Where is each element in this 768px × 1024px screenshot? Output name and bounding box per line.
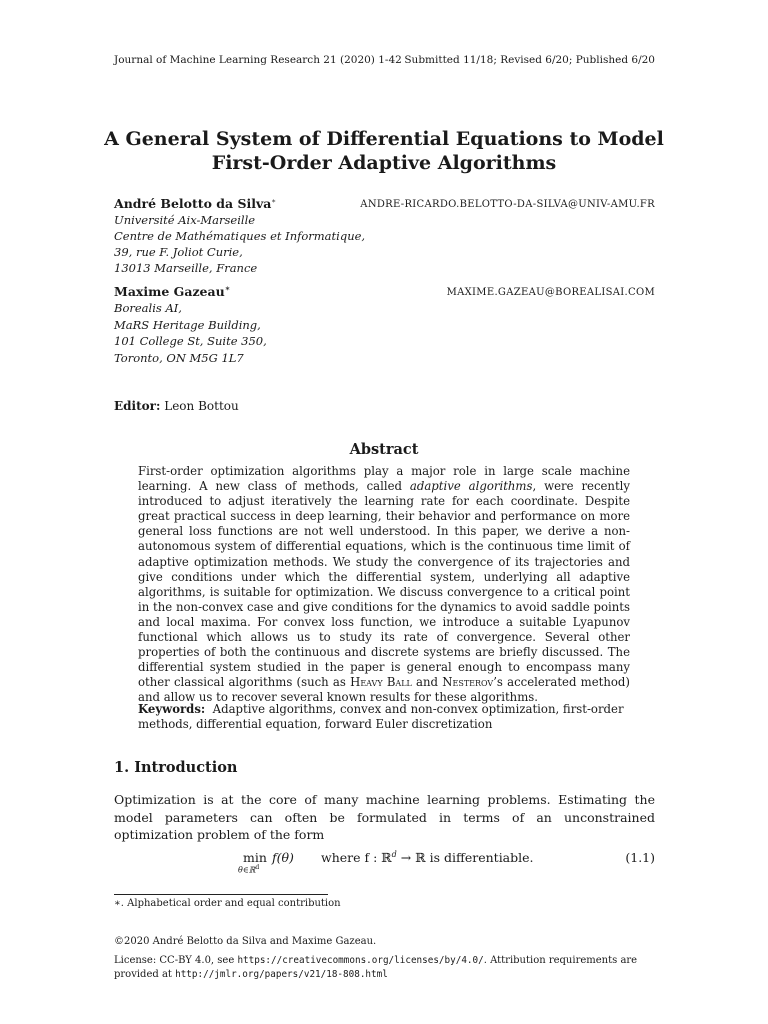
abstract-text: First-order optimization algorithms play a major role in large scale machine learning. A new class of methods, called <box>138 464 630 494</box>
keywords <box>138 702 630 732</box>
author-name-text: André Belotto da Silva <box>114 196 272 211</box>
editor-line <box>114 399 239 413</box>
editor-label: Editor: <box>114 399 161 413</box>
author-affiliation <box>114 212 365 276</box>
affiliation-line: Borealis AI, <box>114 301 182 316</box>
footnote-rule <box>114 894 328 895</box>
affiliation-line: 39, rue F. Joliot Curie, <box>114 245 243 259</box>
title-line-1: A General System of Differential Equations to Model <box>104 128 664 150</box>
license-text: . Attribution requirements are provided at <box>114 955 638 980</box>
license-text: License: CC-BY 4.0, see <box>114 955 238 966</box>
author-mark: ∗ <box>224 283 231 293</box>
affiliation-line: Centre de Mathématiques et Informatique, <box>114 229 366 243</box>
equation-function: f(θ) <box>272 850 294 865</box>
equation-condition <box>321 850 534 865</box>
equation-where-rest: → ℝ is differentiable. <box>396 850 534 866</box>
author-name <box>114 196 365 211</box>
license-notice <box>114 954 659 982</box>
intro-paragraph: Optimization is at the core of many machine learning problems. Estimating the model parameters can often be formulated in terms of an unconstrained optimization problem of the form <box>114 792 655 842</box>
section-heading <box>114 759 237 776</box>
abstract-small-caps: Heavy Ball <box>350 675 412 690</box>
affiliation-line: Université Aix-Marseille <box>114 213 256 227</box>
equation-subscript-sup: d <box>255 864 260 871</box>
affiliation-line: 101 College St, Suite 350, <box>114 334 267 349</box>
equation-where: where f : ℝ <box>321 850 392 866</box>
author-affiliation <box>114 300 267 366</box>
abstract-small-caps: Nesterov <box>442 675 494 690</box>
section-title: Introduction <box>134 759 238 776</box>
paper-link[interactable]: http://jmlr.org/papers/v21/18-808.html <box>175 969 388 980</box>
section-number: 1. <box>114 759 130 776</box>
editor-name: Leon Bottou <box>164 399 239 413</box>
submission-dates: Submitted 11/18; Revised 6/20; Published 6/20 <box>404 54 655 66</box>
equation-min: min <box>243 850 267 865</box>
equation-subscript <box>238 864 259 875</box>
author-name <box>114 283 267 299</box>
author-email-link[interactable]: ANDRE-RICARDO.BELOTTO-DA-SILVA@UNIV-AMU.FR <box>360 199 655 210</box>
abstract-paragraph <box>138 464 630 706</box>
author-block-2 <box>114 283 267 366</box>
abstract-emphasis: adaptive algorithms <box>409 479 533 494</box>
paper-title <box>0 127 768 175</box>
equation-where-sup: d <box>391 850 397 859</box>
author-mark: ∗ <box>271 196 277 205</box>
keywords-label: Keywords: <box>138 702 206 716</box>
equation-number: (1.1) <box>625 850 655 865</box>
abstract-text: , were recently introduced to adjust iteratively the learning rate for each coordinate. Despite great practical success in deep learning, their behavior and performance on more general loss functions are not well understood. In this paper, we derive a non-autonomous system of differential equations, which is the continuous time limit of adaptive optimization methods. We study the convergence of its trajectories and give conditions under which the differential system, underlying all adaptive algorithms, is suitable for optimization. We discuss convergence to a critical point in the non-convex case and give conditions for the dynamics to avoid saddle points and local maxima. For convex loss function, we introduce a suitable Lyapunov functional which allows us to study its rate of convergence. Several other properties of both the continuous and discrete systems are briefly discussed. The differential system studied in the paper is general enough to encompass many other classical algorithms (such as <box>138 479 631 690</box>
abstract-text: and <box>411 675 443 690</box>
affiliation-line: Toronto, ON M5G 1L7 <box>114 350 244 365</box>
title-line-2: First-Order Adaptive Algorithms <box>211 152 557 174</box>
footnote: ∗. Alphabetical order and equal contribution <box>114 898 341 909</box>
abstract-text: ’s accelerated method) and allow us to recover several known results for these algorithms. <box>138 675 630 705</box>
abstract-body <box>138 464 630 706</box>
license-link[interactable]: https://creativecommons.org/licenses/by/4.0/ <box>237 955 484 966</box>
abstract-heading: Abstract <box>349 441 419 458</box>
copyright: ©2020 André Belotto da Silva and Maxime Gazeau. <box>114 936 377 947</box>
author-block-1 <box>114 196 365 276</box>
journal-header: Journal of Machine Learning Research 21 (2020) 1-42 <box>114 54 402 66</box>
author-email-link[interactable]: MAXIME.GAZEAU@BOREALISAI.COM <box>446 287 655 298</box>
equation-subscript-text: θ∈ℝ <box>238 865 256 875</box>
affiliation-line: 13013 Marseille, France <box>114 261 258 275</box>
affiliation-line: MaRS Heritage Building, <box>114 317 261 332</box>
author-name-text: Maxime Gazeau <box>114 284 225 300</box>
keywords-text: Adaptive algorithms, convex and non-convex optimization, first-order methods, differential equation, forward Euler discretization <box>138 702 624 732</box>
